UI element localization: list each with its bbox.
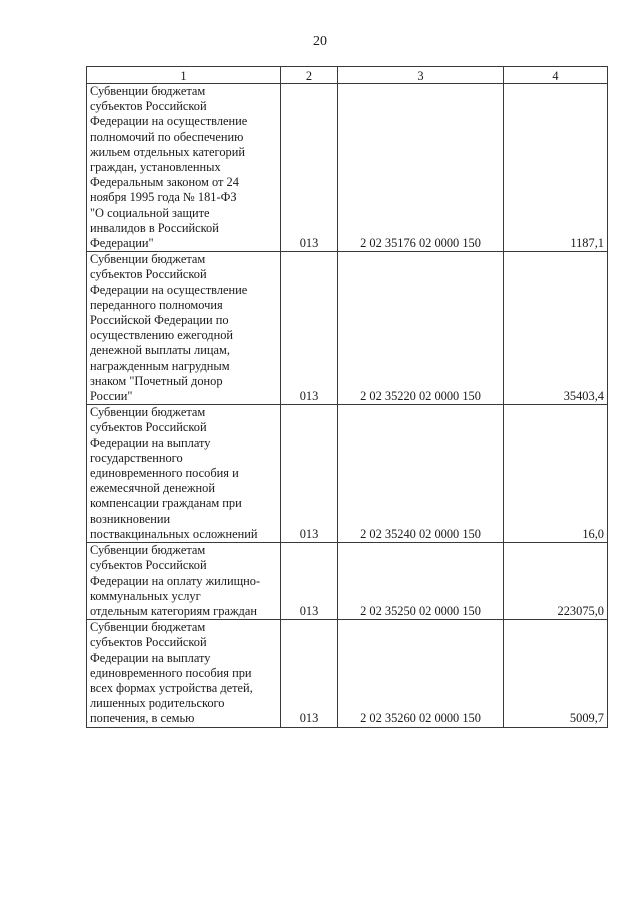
description-line: знаком "Почетный донор [90, 373, 223, 388]
description-line: награжденным нагрудным [90, 358, 230, 373]
row-description [87, 84, 281, 252]
description-line: субъектов Российской [90, 558, 207, 573]
table-row [87, 84, 608, 252]
description-line: Российской Федерации по [90, 313, 229, 328]
row-code: 013 [281, 84, 338, 252]
description-line: Субвенции бюджетам [90, 84, 206, 98]
row-code: 013 [281, 543, 338, 620]
description-line: Федерации на оплату жилищно- [90, 573, 261, 588]
row-budget-code: 2 02 35176 02 0000 150 [338, 84, 504, 252]
row-description [87, 543, 281, 620]
description-line: субъектов Российской [90, 635, 207, 650]
table-body [87, 84, 608, 728]
description-line: России" [90, 389, 133, 404]
column-header-1: 1 [87, 67, 281, 84]
row-code: 013 [281, 405, 338, 543]
row-code: 013 [281, 252, 338, 405]
row-amount: 223075,0 [504, 543, 608, 620]
table-row [87, 405, 608, 543]
description-line: государственного [90, 450, 183, 465]
description-line: субъектов Российской [90, 267, 207, 282]
row-code: 013 [281, 620, 338, 727]
description-line: всех формах устройства детей, [90, 680, 253, 695]
description-line: "О социальной защите [90, 205, 210, 220]
description-line: переданного полномочия [90, 297, 223, 312]
description-line: Субвенции бюджетам [90, 252, 206, 267]
description-line: денежной выплаты лицам, [90, 343, 230, 358]
row-description [87, 620, 281, 727]
description-line: граждан, установленных [90, 160, 221, 175]
description-line: Субвенции бюджетам [90, 543, 206, 558]
description-line: субъектов Российской [90, 99, 207, 114]
description-line: ноября 1995 года № 181-ФЗ [90, 190, 237, 205]
description-line: Федерации на выплату [90, 650, 211, 665]
description-line: субъектов Российской [90, 420, 207, 435]
table-row [87, 252, 608, 405]
row-budget-code: 2 02 35260 02 0000 150 [338, 620, 504, 727]
description-line: возникновении [90, 511, 171, 526]
description-line: Субвенции бюджетам [90, 620, 206, 635]
description-line: единовременного пособия и [90, 466, 239, 481]
row-budget-code: 2 02 35240 02 0000 150 [338, 405, 504, 543]
column-header-3: 3 [338, 67, 504, 84]
row-amount: 35403,4 [504, 252, 608, 405]
column-header-2: 2 [281, 67, 338, 84]
table-header-row [87, 67, 608, 84]
table-row [87, 543, 608, 620]
budget-table [86, 66, 608, 728]
description-line: Федеральным законом от 24 [90, 175, 239, 190]
description-line: коммунальных услуг [90, 588, 201, 603]
row-description [87, 252, 281, 405]
page-number: 20 [313, 34, 327, 49]
row-amount: 16,0 [504, 405, 608, 543]
description-line: Федерации" [90, 236, 154, 251]
description-line: жильем отдельных категорий [90, 144, 245, 159]
description-line: лишенных родительского [90, 696, 225, 711]
description-line: ежемесячной денежной [90, 481, 215, 496]
row-budget-code: 2 02 35220 02 0000 150 [338, 252, 504, 405]
description-line: компенсации гражданам при [90, 496, 242, 511]
description-line: осуществлению ежегодной [90, 328, 234, 343]
description-line: отдельным категориям граждан [90, 603, 257, 618]
table-row [87, 620, 608, 727]
description-line: Федерации на выплату [90, 435, 211, 450]
column-header-4: 4 [504, 67, 608, 84]
row-amount: 1187,1 [504, 84, 608, 252]
description-line: Субвенции бюджетам [90, 405, 206, 420]
description-line: Федерации на осуществление [90, 282, 248, 297]
description-line: полномочий по обеспечению [90, 129, 244, 144]
description-line: Федерации на осуществление [90, 114, 248, 129]
description-line: поствакцинальных осложнений [90, 526, 258, 541]
description-line: единовременного пособия при [90, 665, 252, 680]
row-amount: 5009,7 [504, 620, 608, 727]
row-description [87, 405, 281, 543]
description-line: попечения, в семью [90, 711, 195, 726]
description-line: инвалидов в Российской [90, 220, 219, 235]
row-budget-code: 2 02 35250 02 0000 150 [338, 543, 504, 620]
